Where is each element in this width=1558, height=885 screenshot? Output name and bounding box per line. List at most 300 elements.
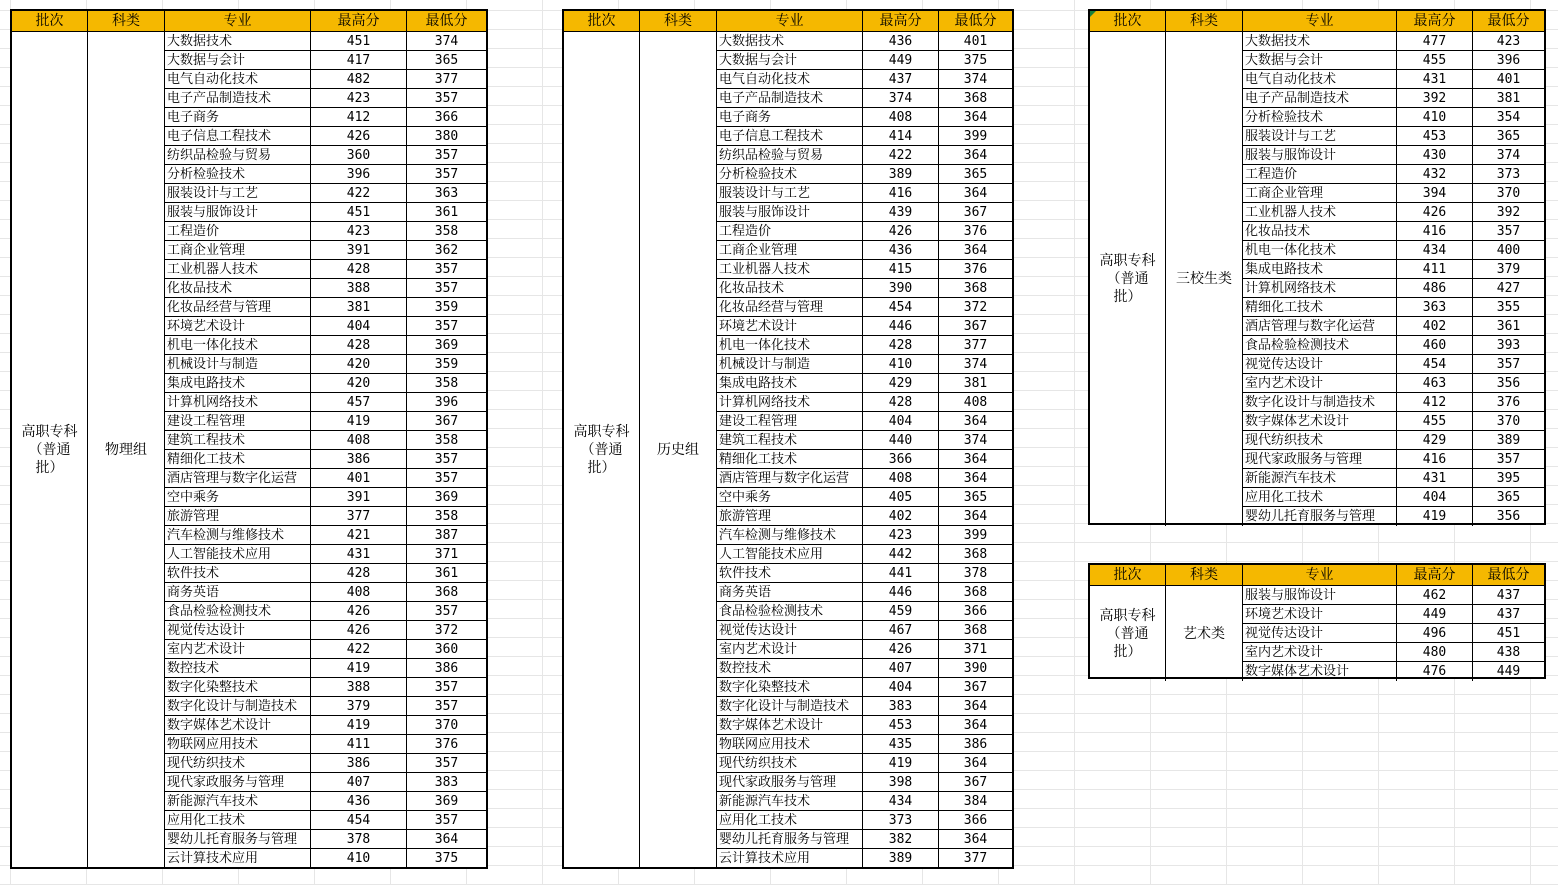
min-score-cell[interactable]: 357 <box>434 680 459 695</box>
min-score-cell[interactable]: 408 <box>963 395 988 410</box>
max-score-cell[interactable]: 408 <box>311 583 407 601</box>
max-score-cell[interactable]: 391 <box>311 488 407 506</box>
min-score-cell[interactable]: 368 <box>963 585 988 600</box>
max-score-cell[interactable]: 420 <box>311 374 407 392</box>
max-score-cell[interactable]: 381 <box>311 298 407 316</box>
major-cell[interactable]: 工商企业管理 <box>717 241 863 259</box>
min-score-cell[interactable]: 357 <box>1496 357 1521 372</box>
max-score-cell[interactable]: 457 <box>311 393 407 411</box>
major-cell[interactable]: 环境艺术设计 <box>165 317 311 335</box>
min-score-cell[interactable]: 368 <box>434 585 459 600</box>
min-score-cell[interactable]: 357 <box>434 167 459 182</box>
major-cell[interactable]: 精细化工技术 <box>165 450 311 468</box>
major-cell[interactable]: 大数据技术 <box>717 32 863 50</box>
major-cell[interactable]: 电子产品制造技术 <box>1243 89 1397 107</box>
max-score-cell[interactable]: 379 <box>311 697 407 715</box>
major-cell[interactable]: 新能源汽车技术 <box>165 792 311 810</box>
min-score-cell[interactable]: 363 <box>434 186 459 201</box>
major-cell[interactable]: 精细化工技术 <box>1243 298 1397 316</box>
max-score-cell[interactable]: 423 <box>863 526 939 544</box>
min-score-cell[interactable]: 449 <box>1496 664 1521 679</box>
max-score-cell[interactable]: 429 <box>1397 431 1473 449</box>
max-score-cell[interactable]: 416 <box>1397 222 1473 240</box>
header-max[interactable]: 最高分 <box>311 11 407 31</box>
min-score-cell[interactable]: 366 <box>434 110 459 125</box>
category-cell[interactable] <box>1166 586 1243 681</box>
major-cell[interactable]: 应用化工技术 <box>717 811 863 829</box>
major-cell[interactable]: 数字媒体艺术设计 <box>717 716 863 734</box>
major-cell[interactable]: 室内艺术设计 <box>1243 643 1397 661</box>
major-cell[interactable]: 食品检验检测技术 <box>1243 336 1397 354</box>
max-score-cell[interactable]: 408 <box>863 469 939 487</box>
max-score-cell[interactable]: 453 <box>1397 127 1473 145</box>
major-cell[interactable]: 大数据与会计 <box>165 51 311 69</box>
max-score-cell[interactable]: 412 <box>1397 393 1473 411</box>
major-cell[interactable]: 大数据与会计 <box>717 51 863 69</box>
max-score-cell[interactable]: 423 <box>311 222 407 240</box>
major-cell[interactable]: 旅游管理 <box>165 507 311 525</box>
min-score-cell[interactable]: 357 <box>434 471 459 486</box>
major-cell[interactable]: 现代家政服务与管理 <box>717 773 863 791</box>
major-cell[interactable]: 汽车检测与维修技术 <box>717 526 863 544</box>
major-cell[interactable]: 工业机器人技术 <box>165 260 311 278</box>
min-score-cell[interactable]: 371 <box>434 547 459 562</box>
header-major[interactable]: 专业 <box>717 11 863 31</box>
major-cell[interactable]: 软件技术 <box>717 564 863 582</box>
max-score-cell[interactable]: 396 <box>311 165 407 183</box>
max-score-cell[interactable]: 378 <box>311 830 407 848</box>
major-cell[interactable]: 电气自动化技术 <box>165 70 311 88</box>
min-score-cell[interactable]: 364 <box>963 756 988 771</box>
max-score-cell[interactable]: 398 <box>863 773 939 791</box>
header-major[interactable]: 专业 <box>1243 11 1397 31</box>
max-score-cell[interactable]: 431 <box>1397 70 1473 88</box>
major-cell[interactable]: 视觉传达设计 <box>717 621 863 639</box>
major-cell[interactable]: 建筑工程技术 <box>165 431 311 449</box>
major-cell[interactable]: 电气自动化技术 <box>1243 70 1397 88</box>
min-score-cell[interactable]: 451 <box>1496 626 1521 641</box>
min-score-cell[interactable]: 358 <box>434 224 459 239</box>
min-score-cell[interactable]: 384 <box>963 794 988 809</box>
max-score-cell[interactable]: 411 <box>311 735 407 753</box>
major-cell[interactable]: 婴幼儿托育服务与管理 <box>717 830 863 848</box>
major-cell[interactable]: 现代纺织技术 <box>165 754 311 772</box>
major-cell[interactable]: 建筑工程技术 <box>717 431 863 449</box>
min-score-cell[interactable]: 374 <box>963 433 988 448</box>
major-cell[interactable]: 应用化工技术 <box>165 811 311 829</box>
min-score-cell[interactable]: 361 <box>434 566 459 581</box>
min-score-cell[interactable]: 437 <box>1496 588 1521 603</box>
major-cell[interactable]: 纺织品检验与贸易 <box>165 146 311 164</box>
max-score-cell[interactable]: 374 <box>863 89 939 107</box>
max-score-cell[interactable]: 419 <box>311 716 407 734</box>
major-cell[interactable]: 数字化设计与制造技术 <box>717 697 863 715</box>
max-score-cell[interactable]: 455 <box>1397 412 1473 430</box>
min-score-cell[interactable]: 366 <box>963 604 988 619</box>
min-score-cell[interactable]: 400 <box>1496 243 1521 258</box>
major-cell[interactable]: 化妆品经营与管理 <box>165 298 311 316</box>
max-score-cell[interactable]: 439 <box>863 203 939 221</box>
max-score-cell[interactable]: 496 <box>1397 624 1473 642</box>
header-max[interactable]: 最高分 <box>863 11 939 31</box>
major-cell[interactable]: 电子信息工程技术 <box>717 127 863 145</box>
max-score-cell[interactable]: 486 <box>1397 279 1473 297</box>
major-cell[interactable]: 工程造价 <box>165 222 311 240</box>
max-score-cell[interactable]: 404 <box>863 678 939 696</box>
min-score-cell[interactable]: 373 <box>1496 167 1521 182</box>
max-score-cell[interactable]: 394 <box>1397 184 1473 202</box>
min-score-cell[interactable]: 359 <box>434 300 459 315</box>
header-major[interactable]: 专业 <box>1243 565 1397 585</box>
min-score-cell[interactable]: 364 <box>963 832 988 847</box>
max-score-cell[interactable]: 430 <box>1397 146 1473 164</box>
max-score-cell[interactable]: 415 <box>863 260 939 278</box>
min-score-cell[interactable]: 369 <box>434 338 459 353</box>
min-score-cell[interactable]: 364 <box>963 243 988 258</box>
min-score-cell[interactable]: 357 <box>434 262 459 277</box>
max-score-cell[interactable]: 426 <box>311 127 407 145</box>
max-score-cell[interactable]: 434 <box>1397 241 1473 259</box>
max-score-cell[interactable]: 428 <box>311 260 407 278</box>
major-cell[interactable]: 计算机网络技术 <box>717 393 863 411</box>
min-score-cell[interactable]: 365 <box>963 167 988 182</box>
max-score-cell[interactable]: 449 <box>1397 605 1473 623</box>
max-score-cell[interactable]: 404 <box>311 317 407 335</box>
min-score-cell[interactable]: 357 <box>434 813 459 828</box>
major-cell[interactable]: 化妆品技术 <box>717 279 863 297</box>
min-score-cell[interactable]: 358 <box>434 376 459 391</box>
min-score-cell[interactable]: 383 <box>434 775 459 790</box>
max-score-cell[interactable]: 428 <box>863 393 939 411</box>
major-cell[interactable]: 集成电路技术 <box>165 374 311 392</box>
min-score-cell[interactable]: 390 <box>963 661 988 676</box>
major-cell[interactable]: 大数据技术 <box>1243 32 1397 50</box>
min-score-cell[interactable]: 377 <box>963 338 988 353</box>
major-cell[interactable]: 物联网应用技术 <box>165 735 311 753</box>
min-score-cell[interactable]: 359 <box>434 357 459 372</box>
min-score-cell[interactable]: 360 <box>434 642 459 657</box>
min-score-cell[interactable]: 362 <box>434 243 459 258</box>
min-score-cell[interactable]: 365 <box>1496 129 1521 144</box>
max-score-cell[interactable]: 432 <box>1397 165 1473 183</box>
min-score-cell[interactable]: 357 <box>434 604 459 619</box>
max-score-cell[interactable]: 480 <box>1397 643 1473 661</box>
major-cell[interactable]: 化妆品技术 <box>165 279 311 297</box>
min-score-cell[interactable]: 364 <box>963 148 988 163</box>
min-score-cell[interactable]: 371 <box>963 642 988 657</box>
major-cell[interactable]: 现代纺织技术 <box>717 754 863 772</box>
min-score-cell[interactable]: 367 <box>963 319 988 334</box>
major-cell[interactable]: 软件技术 <box>165 564 311 582</box>
min-score-cell[interactable]: 365 <box>1496 490 1521 505</box>
max-score-cell[interactable]: 454 <box>311 811 407 829</box>
header-category[interactable]: 科类 <box>640 11 717 31</box>
max-score-cell[interactable]: 429 <box>863 374 939 392</box>
min-score-cell[interactable]: 358 <box>434 433 459 448</box>
major-cell[interactable]: 机械设计与制造 <box>165 355 311 373</box>
min-score-cell[interactable]: 357 <box>434 148 459 163</box>
major-cell[interactable]: 大数据与会计 <box>1243 51 1397 69</box>
major-cell[interactable]: 工程造价 <box>717 222 863 240</box>
min-score-cell[interactable]: 396 <box>434 395 459 410</box>
max-score-cell[interactable]: 420 <box>311 355 407 373</box>
max-score-cell[interactable]: 428 <box>311 564 407 582</box>
max-score-cell[interactable]: 390 <box>863 279 939 297</box>
max-score-cell[interactable]: 421 <box>311 526 407 544</box>
min-score-cell[interactable]: 427 <box>1496 281 1521 296</box>
major-cell[interactable]: 旅游管理 <box>717 507 863 525</box>
header-batch[interactable]: 批次 <box>12 11 88 31</box>
max-score-cell[interactable]: 428 <box>863 336 939 354</box>
major-cell[interactable]: 数控技术 <box>165 659 311 677</box>
min-score-cell[interactable]: 364 <box>963 718 988 733</box>
max-score-cell[interactable]: 436 <box>863 241 939 259</box>
header-min[interactable]: 最低分 <box>954 13 997 29</box>
max-score-cell[interactable]: 476 <box>1397 662 1473 681</box>
major-cell[interactable]: 现代纺织技术 <box>1243 431 1397 449</box>
max-score-cell[interactable]: 446 <box>863 317 939 335</box>
major-cell[interactable]: 服装与服饰设计 <box>1243 586 1397 604</box>
min-score-cell[interactable]: 367 <box>963 775 988 790</box>
max-score-cell[interactable]: 455 <box>1397 51 1473 69</box>
major-cell[interactable]: 数字化染整技术 <box>165 678 311 696</box>
min-score-cell[interactable]: 367 <box>963 680 988 695</box>
min-score-cell[interactable]: 368 <box>963 623 988 638</box>
max-score-cell[interactable]: 422 <box>311 640 407 658</box>
max-score-cell[interactable]: 477 <box>1397 32 1473 50</box>
min-score-cell[interactable]: 374 <box>963 72 988 87</box>
min-score-cell[interactable]: 368 <box>963 281 988 296</box>
min-score-cell[interactable]: 377 <box>963 851 988 866</box>
header-major[interactable]: 专业 <box>165 11 311 31</box>
max-score-cell[interactable]: 440 <box>863 431 939 449</box>
major-cell[interactable]: 汽车检测与维修技术 <box>165 526 311 544</box>
max-score-cell[interactable]: 436 <box>311 792 407 810</box>
max-score-cell[interactable]: 416 <box>863 184 939 202</box>
max-score-cell[interactable]: 459 <box>863 602 939 620</box>
max-score-cell[interactable]: 389 <box>863 849 939 868</box>
major-cell[interactable]: 服装设计与工艺 <box>165 184 311 202</box>
min-score-cell[interactable]: 438 <box>1496 645 1521 660</box>
min-score-cell[interactable]: 379 <box>1496 262 1521 277</box>
min-score-cell[interactable]: 376 <box>434 737 459 752</box>
min-score-cell[interactable]: 357 <box>434 756 459 771</box>
major-cell[interactable]: 商务英语 <box>717 583 863 601</box>
major-cell[interactable]: 电子商务 <box>165 108 311 126</box>
max-score-cell[interactable]: 454 <box>863 298 939 316</box>
min-score-cell[interactable]: 395 <box>1496 471 1521 486</box>
max-score-cell[interactable]: 405 <box>863 488 939 506</box>
major-cell[interactable]: 电子商务 <box>717 108 863 126</box>
major-cell[interactable]: 机电一体化技术 <box>1243 241 1397 259</box>
header-category[interactable]: 科类 <box>88 11 165 31</box>
max-score-cell[interactable]: 363 <box>1397 298 1473 316</box>
max-score-cell[interactable]: 389 <box>863 165 939 183</box>
max-score-cell[interactable]: 422 <box>311 184 407 202</box>
min-score-cell[interactable]: 389 <box>1496 433 1521 448</box>
min-score-cell[interactable]: 368 <box>963 91 988 106</box>
major-cell[interactable]: 数控技术 <box>717 659 863 677</box>
max-score-cell[interactable]: 382 <box>863 830 939 848</box>
header-max[interactable]: 最高分 <box>1397 565 1473 585</box>
max-score-cell[interactable]: 451 <box>311 203 407 221</box>
max-score-cell[interactable]: 407 <box>863 659 939 677</box>
major-cell[interactable]: 环境艺术设计 <box>1243 605 1397 623</box>
major-cell[interactable]: 酒店管理与数字化运营 <box>1243 317 1397 335</box>
min-score-cell[interactable]: 372 <box>434 623 459 638</box>
min-score-cell[interactable]: 357 <box>434 319 459 334</box>
max-score-cell[interactable]: 426 <box>1397 203 1473 221</box>
major-cell[interactable]: 机电一体化技术 <box>165 336 311 354</box>
major-cell[interactable]: 电子信息工程技术 <box>165 127 311 145</box>
min-score-cell[interactable]: 364 <box>963 509 988 524</box>
min-score-cell[interactable]: 387 <box>434 528 459 543</box>
max-score-cell[interactable]: 426 <box>311 621 407 639</box>
major-cell[interactable]: 数字化设计与制造技术 <box>1243 393 1397 411</box>
major-cell[interactable]: 建设工程管理 <box>165 412 311 430</box>
major-cell[interactable]: 电子产品制造技术 <box>165 89 311 107</box>
min-score-cell[interactable]: 401 <box>1496 72 1521 87</box>
min-score-cell[interactable]: 358 <box>434 509 459 524</box>
major-cell[interactable]: 婴幼儿托育服务与管理 <box>165 830 311 848</box>
major-cell[interactable]: 数字媒体艺术设计 <box>1243 662 1397 681</box>
max-score-cell[interactable]: 404 <box>1397 488 1473 506</box>
min-score-cell[interactable]: 381 <box>963 376 988 391</box>
min-score-cell[interactable]: 364 <box>963 110 988 125</box>
min-score-cell[interactable]: 393 <box>1496 338 1521 353</box>
max-score-cell[interactable]: 402 <box>1397 317 1473 335</box>
major-cell[interactable]: 分析检验技术 <box>165 165 311 183</box>
major-cell[interactable]: 集成电路技术 <box>1243 260 1397 278</box>
max-score-cell[interactable]: 410 <box>311 849 407 868</box>
max-score-cell[interactable]: 435 <box>863 735 939 753</box>
major-cell[interactable]: 计算机网络技术 <box>165 393 311 411</box>
major-cell[interactable]: 工商企业管理 <box>1243 184 1397 202</box>
min-score-cell[interactable]: 361 <box>1496 319 1521 334</box>
min-score-cell[interactable]: 364 <box>963 471 988 486</box>
min-score-cell[interactable]: 365 <box>434 53 459 68</box>
major-cell[interactable]: 室内艺术设计 <box>1243 374 1397 392</box>
min-score-cell[interactable]: 369 <box>434 490 459 505</box>
max-score-cell[interactable]: 446 <box>863 583 939 601</box>
max-score-cell[interactable]: 436 <box>863 32 939 50</box>
min-score-cell[interactable]: 357 <box>434 699 459 714</box>
min-score-cell[interactable]: 380 <box>434 129 459 144</box>
min-score-cell[interactable]: 386 <box>434 661 459 676</box>
major-cell[interactable]: 酒店管理与数字化运营 <box>717 469 863 487</box>
max-score-cell[interactable]: 442 <box>863 545 939 563</box>
major-cell[interactable]: 大数据技术 <box>165 32 311 50</box>
major-cell[interactable]: 服装设计与工艺 <box>1243 127 1397 145</box>
max-score-cell[interactable]: 426 <box>863 222 939 240</box>
min-score-cell[interactable]: 370 <box>1496 414 1521 429</box>
min-score-cell[interactable]: 370 <box>434 718 459 733</box>
max-score-cell[interactable]: 426 <box>311 602 407 620</box>
max-score-cell[interactable]: 463 <box>1397 374 1473 392</box>
max-score-cell[interactable]: 437 <box>863 70 939 88</box>
max-score-cell[interactable]: 467 <box>863 621 939 639</box>
major-cell[interactable]: 计算机网络技术 <box>1243 279 1397 297</box>
major-cell[interactable]: 婴幼儿托育服务与管理 <box>1243 507 1397 526</box>
min-score-cell[interactable]: 354 <box>1496 110 1521 125</box>
major-cell[interactable]: 视觉传达设计 <box>165 621 311 639</box>
major-cell[interactable]: 视觉传达设计 <box>1243 624 1397 642</box>
major-cell[interactable]: 电气自动化技术 <box>717 70 863 88</box>
min-score-cell[interactable]: 375 <box>963 53 988 68</box>
min-score-cell[interactable]: 375 <box>434 851 459 866</box>
max-score-cell[interactable]: 423 <box>311 89 407 107</box>
min-score-cell[interactable]: 399 <box>963 129 988 144</box>
min-score-cell[interactable]: 399 <box>963 528 988 543</box>
max-score-cell[interactable]: 434 <box>863 792 939 810</box>
header-min[interactable]: 最低分 <box>425 13 468 29</box>
header-max[interactable]: 最高分 <box>1397 11 1473 31</box>
major-cell[interactable]: 化妆品技术 <box>1243 222 1397 240</box>
min-score-cell[interactable]: 374 <box>434 34 459 49</box>
major-cell[interactable]: 数字媒体艺术设计 <box>165 716 311 734</box>
max-score-cell[interactable]: 460 <box>1397 336 1473 354</box>
max-score-cell[interactable]: 408 <box>311 431 407 449</box>
min-score-cell[interactable]: 437 <box>1496 607 1521 622</box>
min-score-cell[interactable]: 357 <box>1496 224 1521 239</box>
max-score-cell[interactable]: 401 <box>311 469 407 487</box>
header-category[interactable]: 科类 <box>1166 11 1243 31</box>
max-score-cell[interactable]: 391 <box>311 241 407 259</box>
major-cell[interactable]: 数字化染整技术 <box>717 678 863 696</box>
major-cell[interactable]: 应用化工技术 <box>1243 488 1397 506</box>
max-score-cell[interactable]: 419 <box>1397 507 1473 526</box>
max-score-cell[interactable]: 410 <box>863 355 939 373</box>
max-score-cell[interactable]: 404 <box>863 412 939 430</box>
max-score-cell[interactable]: 419 <box>863 754 939 772</box>
min-score-cell[interactable]: 356 <box>1496 376 1521 391</box>
max-score-cell[interactable]: 386 <box>311 450 407 468</box>
major-cell[interactable]: 建设工程管理 <box>717 412 863 430</box>
max-score-cell[interactable]: 388 <box>311 678 407 696</box>
min-score-cell[interactable]: 365 <box>963 490 988 505</box>
min-score-cell[interactable]: 357 <box>434 281 459 296</box>
major-cell[interactable]: 商务英语 <box>165 583 311 601</box>
min-score-cell[interactable]: 364 <box>434 832 459 847</box>
major-cell[interactable]: 分析检验技术 <box>1243 108 1397 126</box>
max-score-cell[interactable]: 360 <box>311 146 407 164</box>
min-score-cell[interactable]: 376 <box>963 224 988 239</box>
max-score-cell[interactable]: 366 <box>863 450 939 468</box>
major-cell[interactable]: 机电一体化技术 <box>717 336 863 354</box>
max-score-cell[interactable]: 422 <box>863 146 939 164</box>
major-cell[interactable]: 食品检验检测技术 <box>165 602 311 620</box>
max-score-cell[interactable]: 441 <box>863 564 939 582</box>
major-cell[interactable]: 现代家政服务与管理 <box>1243 450 1397 468</box>
major-cell[interactable]: 人工智能技术应用 <box>165 545 311 563</box>
major-cell[interactable]: 服装与服饰设计 <box>1243 146 1397 164</box>
category-cell[interactable] <box>1166 32 1243 526</box>
major-cell[interactable]: 数字化设计与制造技术 <box>165 697 311 715</box>
min-score-cell[interactable]: 366 <box>963 813 988 828</box>
min-score-cell[interactable]: 369 <box>434 794 459 809</box>
max-score-cell[interactable]: 414 <box>863 127 939 145</box>
max-score-cell[interactable]: 449 <box>863 51 939 69</box>
min-score-cell[interactable]: 357 <box>434 452 459 467</box>
min-score-cell[interactable]: 401 <box>963 34 988 49</box>
major-cell[interactable]: 机械设计与制造 <box>717 355 863 373</box>
max-score-cell[interactable]: 412 <box>311 108 407 126</box>
min-score-cell[interactable]: 355 <box>1496 300 1521 315</box>
batch-cell[interactable] <box>1090 32 1166 526</box>
max-score-cell[interactable]: 431 <box>311 545 407 563</box>
batch-cell[interactable] <box>564 32 640 868</box>
category-cell[interactable] <box>88 32 165 868</box>
